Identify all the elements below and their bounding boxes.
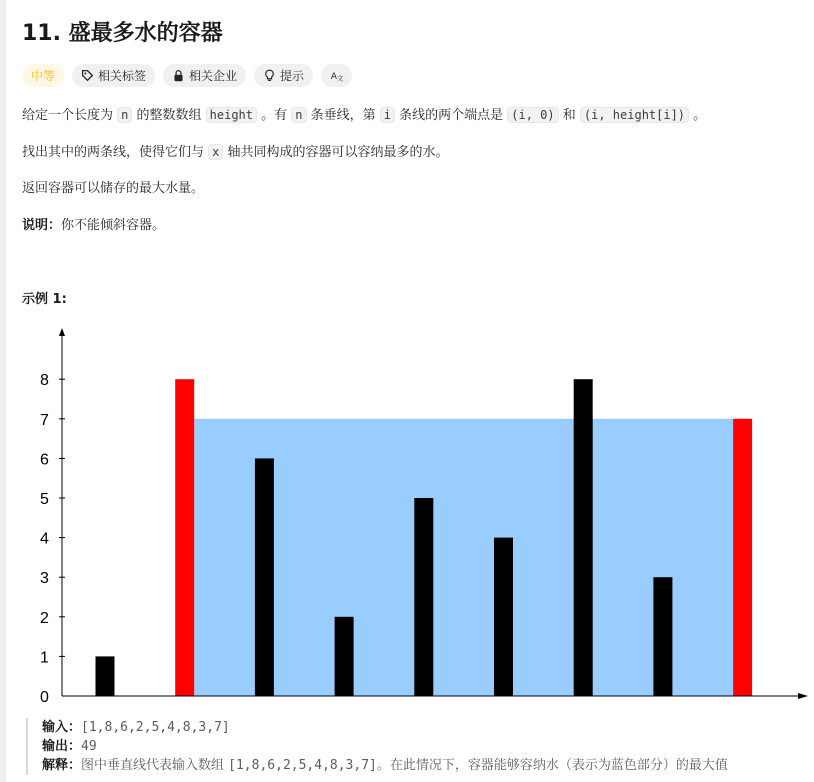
description-paragraph-2 bbox=[22, 142, 449, 163]
text: 。 bbox=[689, 108, 707, 123]
text: 给定一个长度为 bbox=[22, 108, 118, 123]
hint-button[interactable] bbox=[254, 64, 313, 87]
y-tick-label: 6 bbox=[40, 451, 49, 469]
text: 。有 bbox=[257, 108, 292, 123]
example-input-row bbox=[42, 718, 728, 737]
related-tags-label: 相关标签 bbox=[98, 69, 147, 83]
y-tick-label: 3 bbox=[40, 570, 49, 588]
y-tick-label: 0 bbox=[40, 689, 49, 705]
description-paragraph-1 bbox=[22, 105, 706, 126]
y-tick-label: 1 bbox=[40, 649, 49, 667]
note-text: 你不能倾斜容器。 bbox=[61, 218, 166, 233]
input-value: [1,8,6,2,5,4,8,3,7] bbox=[81, 720, 230, 735]
height-bar bbox=[494, 538, 513, 696]
height-bar bbox=[653, 577, 672, 696]
y-tick-label: 7 bbox=[40, 411, 49, 429]
related-companies-button[interactable] bbox=[163, 64, 246, 87]
note-paragraph bbox=[22, 216, 165, 236]
text: 的整数数组 bbox=[132, 108, 206, 123]
note-label: 说明： bbox=[22, 218, 62, 233]
description-paragraph-3: 返回容器可以储存的最大水量。 bbox=[22, 181, 205, 196]
y-axis-arrow bbox=[59, 328, 65, 336]
height-bar bbox=[96, 656, 115, 696]
inline-code: (i, height[i]) bbox=[580, 107, 689, 123]
text: 条垂线，第 bbox=[306, 108, 380, 123]
height-bar bbox=[335, 617, 354, 696]
related-tags-button[interactable] bbox=[72, 64, 155, 87]
input-label: 输入： bbox=[42, 720, 82, 735]
y-tick-label: 2 bbox=[40, 609, 49, 627]
y-tick-label: 5 bbox=[40, 491, 49, 508]
text: 轴共同构成的容器可以容纳最多的水。 bbox=[223, 145, 449, 160]
x-axis-arrow bbox=[798, 693, 808, 699]
svg-text:文: 文 bbox=[336, 74, 344, 82]
left-panel-edge bbox=[0, 0, 6, 782]
svg-text:A: A bbox=[330, 71, 337, 82]
text: 条线的两个端点是 bbox=[395, 108, 508, 123]
inline-code: height bbox=[206, 107, 257, 123]
inline-code: (i, 0) bbox=[507, 107, 558, 123]
problem-description bbox=[22, 0, 812, 782]
example-block bbox=[26, 718, 728, 775]
example-chart bbox=[22, 320, 812, 705]
example-output-row bbox=[42, 737, 728, 756]
text: 找出其中的两条线，使得它们与 bbox=[22, 145, 209, 160]
difficulty-badge[interactable] bbox=[22, 64, 64, 87]
inline-code: n bbox=[291, 107, 306, 123]
inline-code: x bbox=[208, 144, 223, 160]
explain-text: 。在此情况下，容器能够容纳水（表示为蓝色部分）的最大值 bbox=[376, 758, 728, 773]
hint-label: 提示 bbox=[280, 69, 305, 83]
height-bar bbox=[574, 379, 593, 696]
example-title bbox=[22, 290, 67, 310]
lightbulb-icon bbox=[263, 69, 276, 82]
problem-title: 11. 盛最多水的容器 bbox=[22, 21, 223, 46]
translate-icon bbox=[330, 69, 343, 82]
explain-text: 图中垂直线代表输入数组 bbox=[81, 758, 229, 773]
height-bar bbox=[414, 498, 433, 696]
water-area bbox=[194, 419, 733, 696]
highlight-bar bbox=[175, 379, 194, 696]
highlight-bar bbox=[733, 419, 752, 696]
tag-bar bbox=[22, 64, 352, 87]
related-companies-label: 相关企业 bbox=[189, 69, 238, 83]
translate-button[interactable] bbox=[321, 64, 352, 87]
output-value: 49 bbox=[81, 739, 97, 754]
y-tick-label: 8 bbox=[40, 372, 49, 390]
explain-code: [1,8,6,2,5,4,8,3,7] bbox=[228, 758, 377, 773]
inline-code: n bbox=[117, 107, 132, 123]
height-bar bbox=[255, 458, 274, 696]
inline-code: i bbox=[380, 107, 395, 123]
difficulty-label: 中等 bbox=[31, 69, 56, 83]
example-title-text: 示例 1: bbox=[22, 292, 67, 307]
example-explain-row bbox=[42, 756, 728, 775]
y-tick-label: 4 bbox=[40, 530, 49, 548]
explain-label: 解释： bbox=[42, 758, 82, 773]
lock-icon bbox=[172, 69, 185, 82]
text: 和 bbox=[558, 108, 580, 123]
output-label: 输出： bbox=[42, 739, 82, 754]
tag-icon bbox=[81, 69, 94, 82]
